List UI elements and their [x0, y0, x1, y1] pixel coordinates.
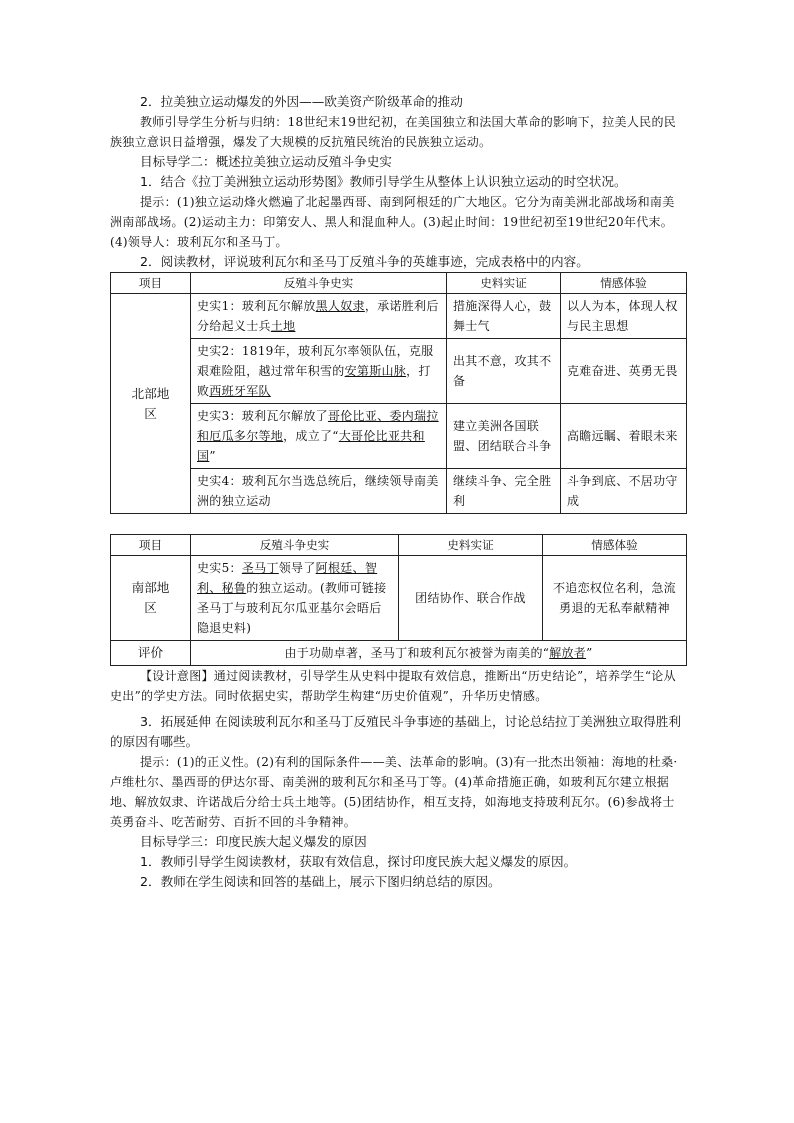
emotion-2: 克难奋进、英勇无畏 [561, 339, 687, 404]
fact-1: 史实1：玻利瓦尔解放黑人奴隶，承诺胜利后分给起义士兵土地 [191, 294, 447, 339]
table2-header-emotion: 情感体验 [543, 535, 687, 556]
evidence-5: 团结协作、联合作战 [399, 556, 543, 641]
goal-3-item-1: 1．教师引导学生阅读教材，获取有效信息，探讨印度民族大起义爆发的原因。 [140, 854, 577, 869]
table2-header-fact: 反殖斗争史实 [191, 535, 399, 556]
region-north: 北部地区 [111, 294, 191, 514]
emotion-5: 不追恋权位名利，急流勇退的无私奉献精神 [543, 556, 687, 641]
evidence-1: 措施深得人心，鼓舞士气 [447, 294, 561, 339]
goal-2-hint-1: 提示：(1)独立运动烽火燃遍了北起墨西哥、南到阿根廷的广大地区。它分为南美洲北部战场和南美洲南部战场。(2)运动主力：印第安人、黑人和混血种人。(3)起止时间：19世纪初至19世纪20年代末。(4)领导人：玻利瓦尔和圣马丁。 [110, 195, 675, 249]
evaluation-label: 评价 [111, 641, 191, 666]
section-2-title: 2．拉美独立运动爆发的外因——欧美资产阶级革命的推动 [140, 94, 463, 109]
south-region-table [110, 534, 687, 666]
goal-2-title: 目标导学二：概述拉美独立运动反殖斗争史实 [140, 154, 392, 169]
goal-2-item-3: 3．拓展延伸 在阅读玻利瓦尔和圣马丁反殖民斗争事迹的基础上，讨论总结拉丁美洲独立取得胜利的原因有哪些。 [110, 714, 681, 749]
table2-header-evidence: 史料实证 [399, 535, 543, 556]
evidence-4: 继续斗争、完全胜利 [447, 469, 561, 514]
emotion-1: 以人为本，体现人权与民主思想 [561, 294, 687, 339]
goal-3-title: 目标导学三：印度民族大起义爆发的原因 [140, 834, 367, 849]
goal-3-item-2: 2．教师在学生阅读和回答的基础上，展示下图归纳总结的原因。 [140, 874, 501, 889]
region-south: 南部地区 [111, 556, 191, 641]
goal-2-item-2: 2．阅读教材，评说玻利瓦尔和圣马丁反殖斗争的英雄事迹，完成表格中的内容。 [140, 254, 589, 269]
fact-5: 史实5：圣马丁领导了阿根廷、智利、秘鲁的独立运动。(教师可链接圣马丁与玻利瓦尔瓜亚基尔会晤后隐退史料) [191, 556, 399, 641]
table2-header-item: 项目 [111, 535, 191, 556]
evidence-3: 建立美洲各国联盟、团结联合斗争 [447, 404, 561, 469]
table1-header-fact: 反殖斗争史实 [191, 273, 447, 294]
section-2-body: 教师引导学生分析与归纳：18世纪末19世纪初，在美国独立和法国大革命的影响下，拉美人民的民族独立意识日益增强，爆发了大规模的反抗殖民统治的民族独立运动。 [110, 115, 677, 149]
table1-header-evidence: 史料实证 [447, 273, 561, 294]
evidence-2: 出其不意，攻其不备 [447, 339, 561, 404]
design-intent: 【设计意图】通过阅读教材，引导学生从史料中提取有效信息，推断出“历史结论”，培养学生“论从史出”的学史方法。同时依据史实，帮助学生构建“历史价值观”，升华历史情感。 [110, 669, 676, 703]
north-region-table [110, 272, 687, 514]
fact-3: 史实3：玻利瓦尔解放了哥伦比亚、委内瑞拉和厄瓜多尔等地，成立了“大哥伦比亚共和国” [191, 404, 447, 469]
emotion-4: 斗争到底、不居功守成 [561, 469, 687, 514]
emotion-3: 高瞻远瞩、着眼未来 [561, 404, 687, 469]
table1-header-emotion: 情感体验 [561, 273, 687, 294]
fact-4: 史实4：玻利瓦尔当选总统后，继续领导南美洲的独立运动 [191, 469, 447, 514]
evaluation-text: 由于功勋卓著，圣马丁和玻利瓦尔被誉为南美的“解放者” [191, 641, 687, 666]
goal-2-hint-3: 提示：(1)的正义性。(2)有利的国际条件——美、法革命的影响。(3)有一批杰出领袖：海地的杜桑·卢维杜尔、墨西哥的伊达尔哥、南美洲的玻利瓦尔和圣马丁等。(4)革命措施正确，如玻利瓦尔建立根据地、解放奴隶、许诺战后分给士兵土地等。(5)团结协作，相互支持，如海地支持玻利瓦尔。(6)参战将士英勇奋斗、吃苦耐劳、百折不回的斗争精神。 [110, 755, 678, 829]
table1-header-item: 项目 [111, 273, 191, 294]
fact-2: 史实2：1819年，玻利瓦尔率领队伍，克服艰难险阻，越过常年积雪的安第斯山脉，打败西班牙军队 [191, 339, 447, 404]
goal-2-item-1: 1．结合《拉丁美洲独立运动形势图》教师引导学生从整体上认识独立运动的时空状况。 [140, 174, 627, 189]
document-page [110, 92, 686, 892]
